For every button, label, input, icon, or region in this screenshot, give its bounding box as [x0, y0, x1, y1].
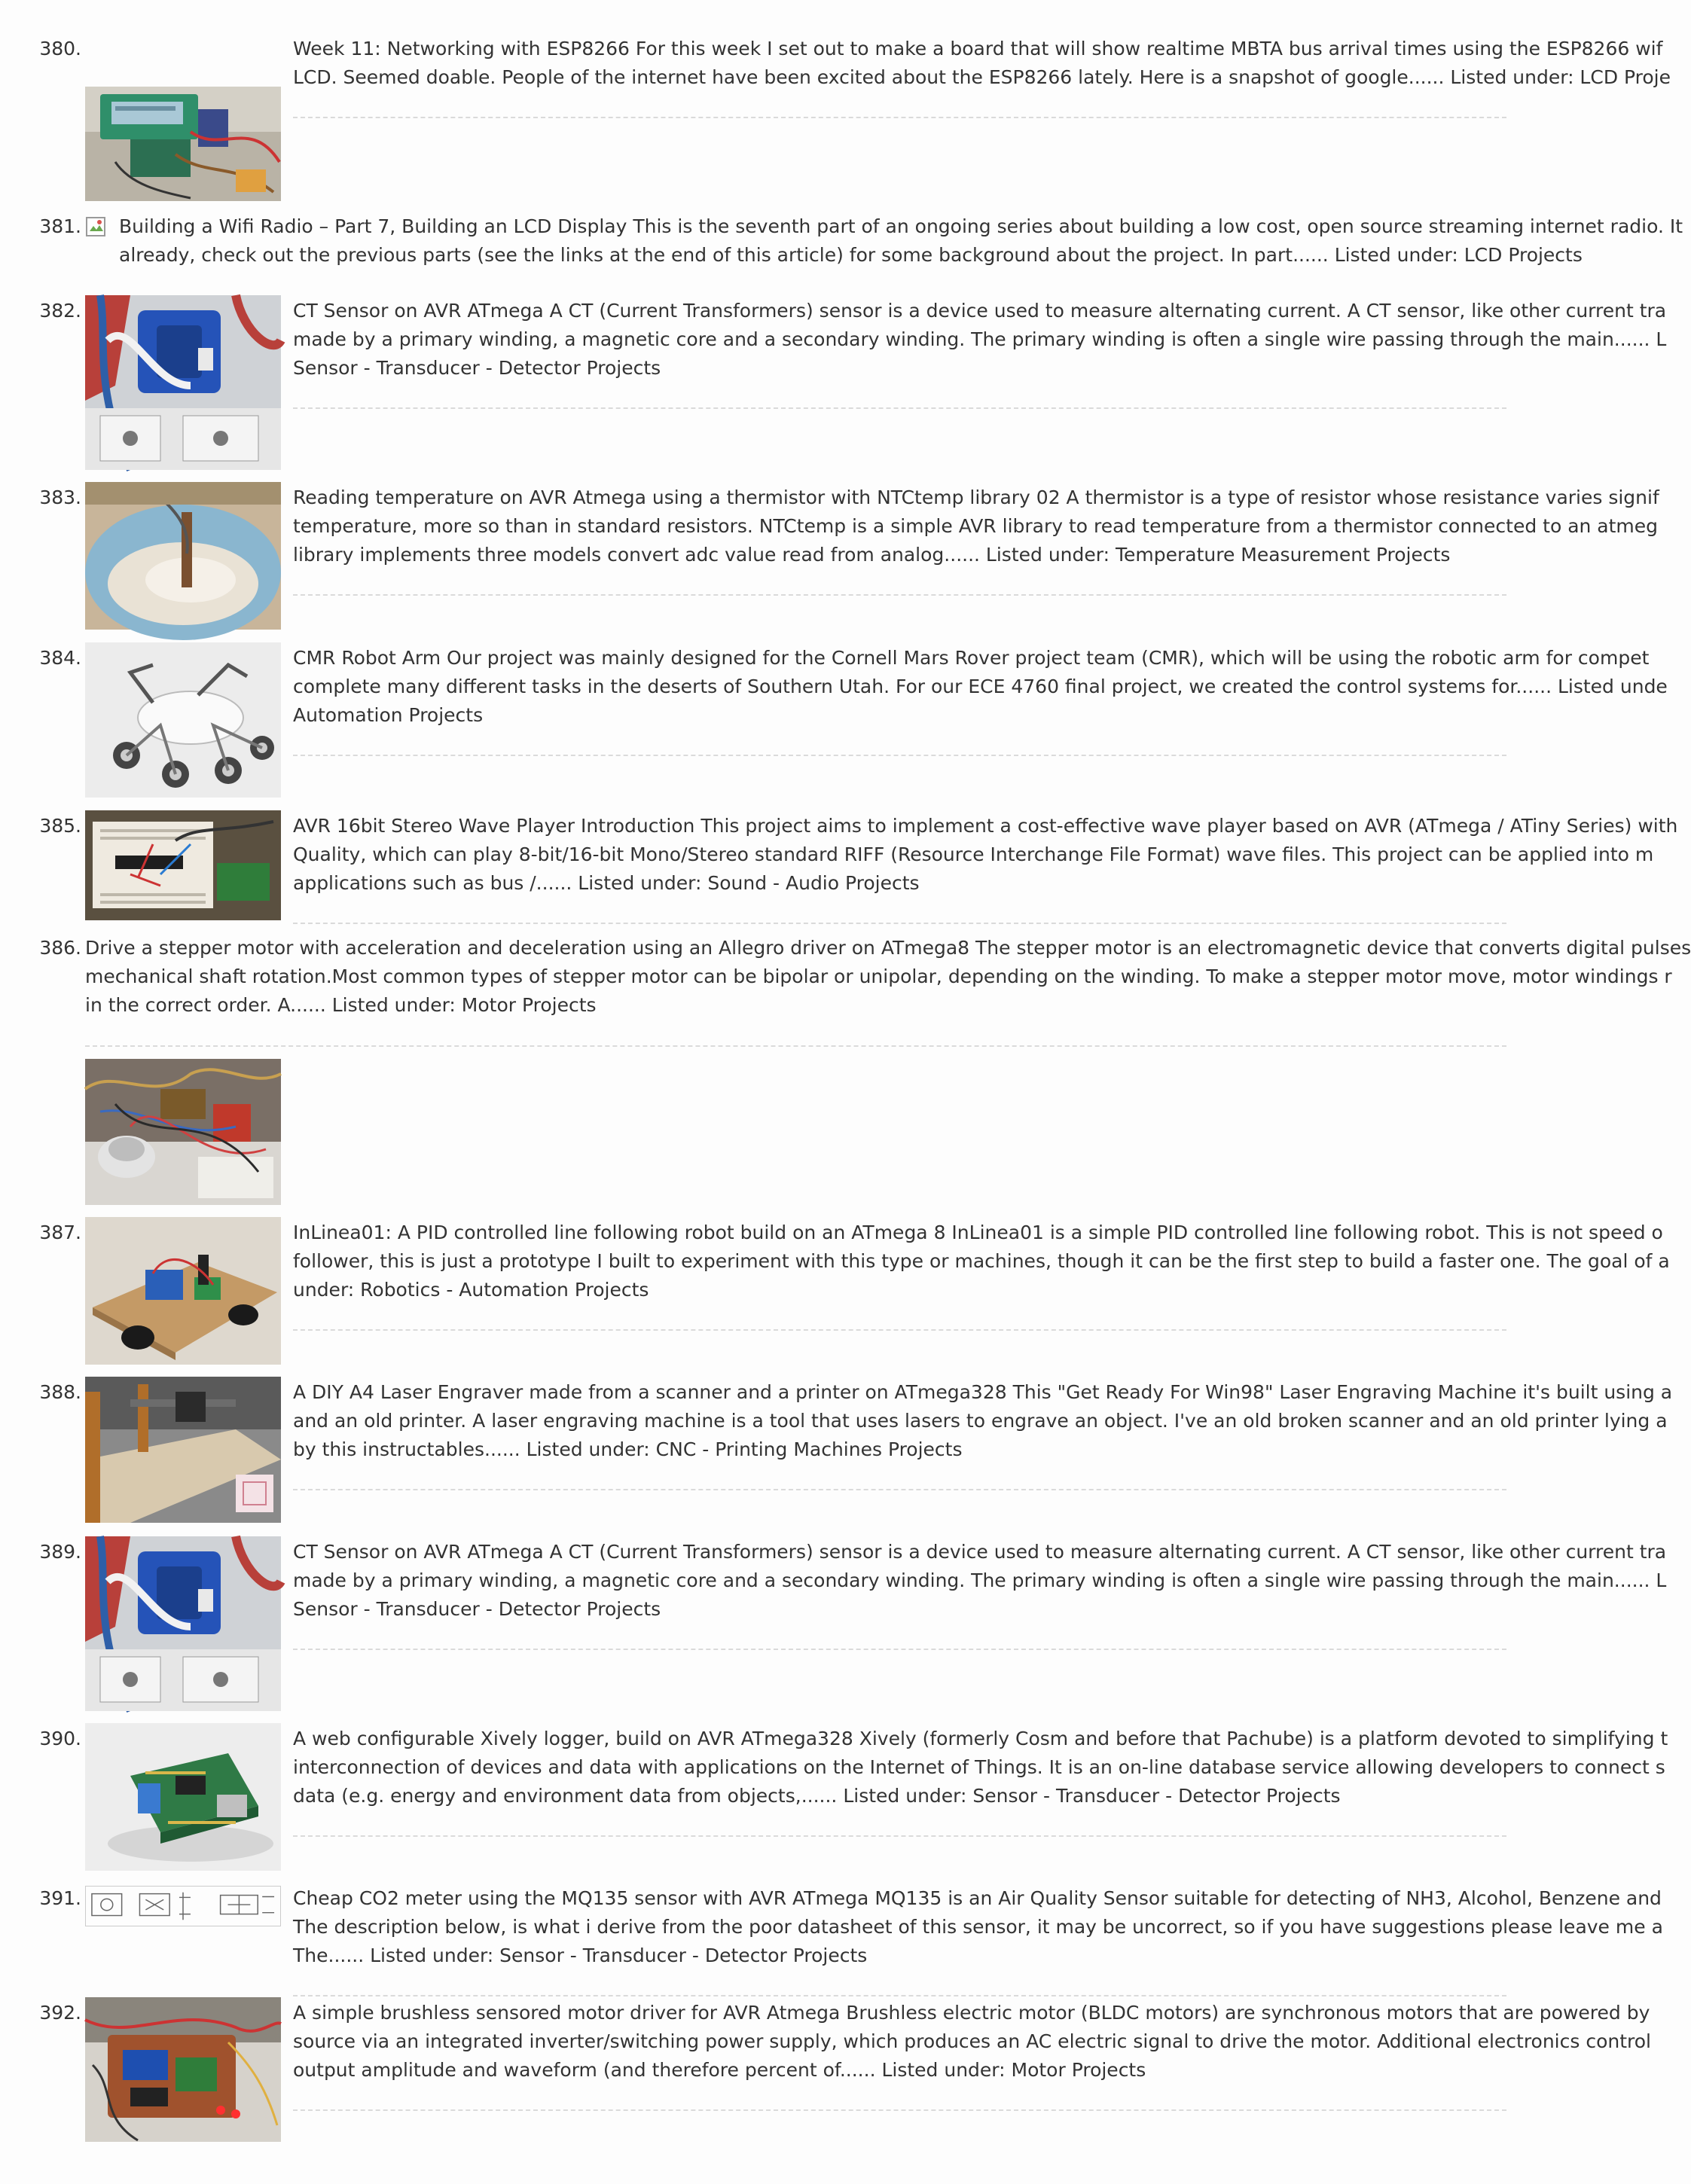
robot-rover-image — [85, 642, 281, 798]
item-separator — [293, 407, 1506, 409]
line-follower-image — [85, 1217, 281, 1365]
robot-rover-render[interactable] — [85, 642, 281, 798]
item-description-line[interactable]: under: Robotics - Automation Projects — [293, 1279, 649, 1301]
item-separator — [85, 1045, 1506, 1047]
item-description-line[interactable]: and an old printer. A laser engraving machine is a tool that uses lasers to engrave an object. I've an old broken scanner and an old printer lying a — [293, 1410, 1668, 1432]
item-description-line[interactable]: Building a Wifi Radio – Part 7, Building an LCD Display This is the seventh part of an ongoing series about building a low cost, open source streaming internet radio. It — [119, 215, 1683, 237]
item-description-line[interactable]: CT Sensor on AVR ATmega A CT (Current Transformers) sensor is a device used to measure alternating current. A CT sensor, like other current tra — [293, 1541, 1667, 1563]
item-description-line[interactable]: mechanical shaft rotation.Most common types of stepper motor can be bipolar or unipolar, depending on the winding. To make a stepper motor move, motor windings r — [85, 965, 1672, 987]
xively-logger-image — [85, 1723, 281, 1871]
item-description-line[interactable]: library implements three models convert adc value read from analog...... Listed under: Temperature Measurement Projects — [293, 544, 1451, 566]
item-description-line[interactable]: Reading temperature on AVR Atmega using a thermistor with NTCtemp library 02 A thermistor is a type of resistor whose resistance varies signif — [293, 487, 1659, 508]
item-description-line[interactable]: made by a primary winding, a magnetic core and a secondary winding. The primary winding is often a single wire passing through the main...... L — [293, 1569, 1667, 1591]
item-description-line[interactable]: A web configurable Xively logger, build on AVR ATmega328 Xively (formerly Cosm and before that Pachube) is a platform devoted to simplifying t — [293, 1728, 1668, 1749]
ct-sensor-photo[interactable] — [85, 295, 281, 470]
item-description-line[interactable]: AVR 16bit Stereo Wave Player Introduction This project aims to implement a cost-effective wave player based on AVR (ATmega / ATiny Series) with — [293, 815, 1678, 837]
stepper-motor-image — [85, 1059, 281, 1205]
item-separator — [293, 1835, 1506, 1837]
item-number: 392. — [39, 2002, 81, 2024]
item-description-line[interactable]: Week 11: Networking with ESP8266 For this week I set out to make a board that will show realtime MBTA bus arrival times using the ESP8266 wif — [293, 38, 1663, 59]
item-description-line[interactable]: temperature, more so than in standard resistors. NTCtemp is a simple AVR library to read temperature from a thermistor connected to an atmeg — [293, 515, 1659, 537]
stepper-motor-wiring-photo[interactable] — [85, 1059, 281, 1205]
item-description-line[interactable]: follower, this is just a prototype I built to experiment with this type or machines, though it can be the first step to build a faster one. The goal of a — [293, 1250, 1670, 1272]
item-description-line[interactable]: already, check out the previous parts (see the links at the end of this article) for some background about the project. In part...... Listed under: LCD Projects — [119, 244, 1583, 266]
item-description-line[interactable]: Cheap CO2 meter using the MQ135 sensor with AVR ATmega MQ135 is an Air Quality Sensor suitable for detecting of NH3, Alcohol, Benzene and — [293, 1887, 1662, 1909]
item-separator — [293, 2109, 1506, 2111]
item-number: 390. — [39, 1728, 81, 1749]
thermistor-image — [85, 482, 281, 630]
mq135-schematic-diagram[interactable] — [85, 1886, 281, 1926]
laser-engraver-image — [85, 1377, 281, 1523]
item-description-line[interactable]: CMR Robot Arm Our project was mainly designed for the Cornell Mars Rover project team (CMR), which will be using the robotic arm for compet — [293, 647, 1650, 669]
item-number: 391. — [39, 1887, 81, 1909]
ct-sensor-photo[interactable] — [85, 1536, 281, 1711]
item-separator — [293, 755, 1506, 756]
item-description-line[interactable]: The description below, is what i derive from the poor datasheet of this sensor, it may be uncorrect, so if you have suggestions please leave me a — [293, 1916, 1663, 1938]
item-description-line[interactable]: LCD. Seemed doable. People of the internet have been excited about the ESP8266 lately. Here is a snapshot of google...... Listed under: LCD Proje — [293, 66, 1671, 88]
bldc-driver-board-photo[interactable] — [85, 1997, 281, 2142]
laser-engraver-photo[interactable] — [85, 1377, 281, 1523]
item-description-line[interactable]: made by a primary winding, a magnetic core and a secondary winding. The primary winding is often a single wire passing through the main...... L — [293, 328, 1667, 350]
item-number: 385. — [39, 815, 81, 837]
item-separator — [293, 594, 1506, 596]
item-separator — [293, 1995, 1506, 1996]
item-description-line[interactable]: Quality, which can play 8-bit/16-bit Mono/Stereo standard RIFF (Resource Interchange File Format) wave files. This project can be applied into m — [293, 843, 1654, 865]
item-separator — [293, 117, 1506, 118]
item-separator — [293, 923, 1506, 924]
breadboard-wave-player-photo[interactable] — [85, 810, 281, 920]
item-number: 388. — [39, 1381, 81, 1403]
item-description-line[interactable]: applications such as bus /...... Listed under: Sound - Audio Projects — [293, 872, 920, 894]
item-description-line[interactable]: A simple brushless sensored motor driver for AVR Atmega Brushless electric motor (BLDC motors) are synchronous motors that are powered by — [293, 2002, 1650, 2024]
item-number: 387. — [39, 1222, 81, 1243]
item-description-line[interactable]: interconnection of devices and data with applications on the Internet of Things. It is an on-line database service allowing developers to connect s — [293, 1756, 1665, 1778]
item-separator — [293, 1489, 1506, 1490]
wave-player-image — [85, 810, 281, 920]
item-number: 381. — [39, 215, 81, 237]
item-description-line[interactable]: source via an integrated inverter/switching power supply, which produces an AC electric signal to drive the motor. Additional electronics control — [293, 2030, 1652, 2052]
item-description-line[interactable]: Sensor - Transducer - Detector Projects — [293, 1598, 661, 1620]
item-description-line[interactable]: data (e.g. energy and environment data from objects,...... Listed under: Sensor - Transducer - Detector Projects — [293, 1785, 1341, 1807]
lcd-wifi-board-photo[interactable] — [85, 87, 281, 201]
ct-sensor-image — [85, 1536, 281, 1711]
item-description-line[interactable]: by this instructables...... Listed under: CNC - Printing Machines Projects — [293, 1438, 963, 1460]
item-description-line[interactable]: CT Sensor on AVR ATmega A CT (Current Transformers) sensor is a device used to measure alternating current. A CT sensor, like other current tra — [293, 300, 1667, 322]
item-description-line[interactable]: Drive a stepper motor with acceleration and deceleration using an Allegro driver on ATmega8 The stepper motor is an electromagnetic device that converts digital pulses — [85, 937, 1691, 959]
item-description-line[interactable]: A DIY A4 Laser Engraver made from a scanner and a printer on ATmega328 This "Get Ready For Win98" Laser Engraving Machine it's built using a — [293, 1381, 1673, 1403]
item-description-line[interactable]: output amplitude and waveform (and therefore percent of...... Listed under: Motor Projects — [293, 2059, 1146, 2081]
item-separator — [293, 1649, 1506, 1650]
item-description-line[interactable]: The...... Listed under: Sensor - Transducer - Detector Projects — [293, 1945, 868, 1966]
item-number: 383. — [39, 487, 81, 508]
item-number: 382. — [39, 300, 81, 322]
bldc-driver-image — [85, 1997, 281, 2142]
item-description-line[interactable]: Sensor - Transducer - Detector Projects — [293, 357, 661, 379]
item-number: 386. — [39, 937, 81, 959]
item-description-line[interactable]: Automation Projects — [293, 704, 484, 726]
thermistor-in-cup-photo[interactable] — [85, 482, 281, 630]
broken-image-icon[interactable] — [85, 216, 108, 239]
mq135-schematic-image — [86, 1887, 280, 1926]
item-description-line[interactable]: in the correct order. A...... Listed under: Motor Projects — [85, 994, 597, 1016]
line-follower-robot-photo[interactable] — [85, 1217, 281, 1365]
item-number: 380. — [39, 38, 81, 59]
xively-logger-board-photo[interactable] — [85, 1723, 281, 1871]
ct-sensor-image — [85, 295, 281, 470]
lcd-wifi-board-image — [85, 87, 281, 201]
item-description-line[interactable]: complete many different tasks in the deserts of Southern Utah. For our ECE 4760 final project, we created the control systems for...... Listed unde — [293, 676, 1668, 697]
item-number: 384. — [39, 647, 81, 669]
item-separator — [293, 1329, 1506, 1331]
item-description-line[interactable]: InLinea01: A PID controlled line following robot build on an ATmega 8 InLinea01 is a simple PID controlled line following robot. This is not speed o — [293, 1222, 1663, 1243]
item-number: 389. — [39, 1541, 81, 1563]
